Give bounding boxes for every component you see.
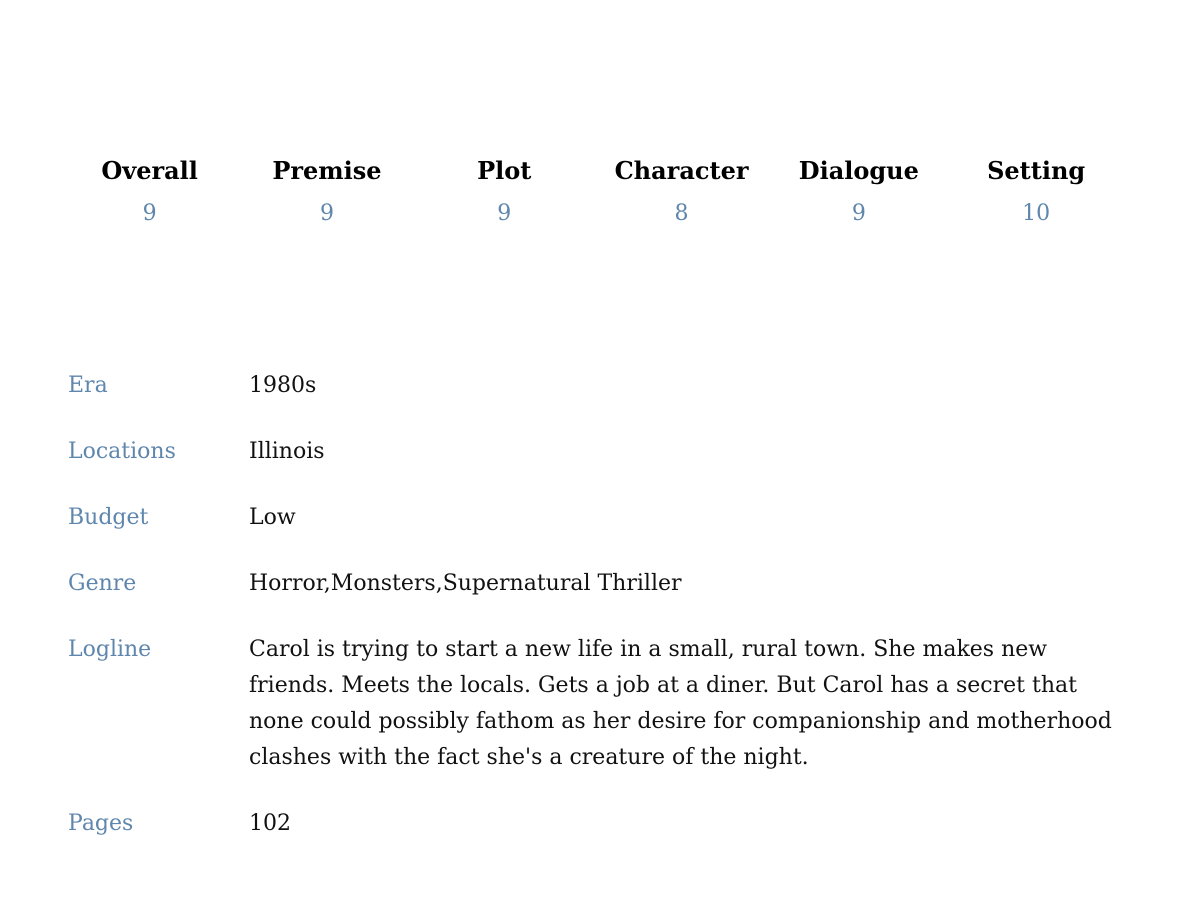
detail-row-era <box>68 368 1138 404</box>
detail-row-locations <box>68 434 1138 470</box>
score-label: Character <box>614 156 749 185</box>
detail-value: 102 <box>249 811 291 836</box>
score-label: Premise <box>272 156 382 185</box>
detail-label: Genre <box>68 571 137 596</box>
score-value: 9 <box>142 201 157 226</box>
score-value: 10 <box>1022 201 1051 226</box>
score-overall <box>61 155 238 229</box>
score-plot <box>416 155 593 229</box>
score-label: Setting <box>987 156 1086 185</box>
score-setting <box>947 155 1124 229</box>
score-value: 9 <box>497 201 512 226</box>
detail-label: Era <box>68 373 108 398</box>
detail-value: Illinois <box>249 439 325 464</box>
score-label: Overall <box>101 156 198 185</box>
score-value: 9 <box>851 201 866 226</box>
detail-value: 1980s <box>249 373 317 398</box>
score-summary <box>61 155 1125 229</box>
score-character <box>593 155 770 229</box>
score-label: Plot <box>477 156 532 185</box>
detail-value: Horror,Monsters,Supernatural Thriller <box>249 571 682 596</box>
score-premise <box>238 155 415 229</box>
detail-value: Low <box>249 505 296 530</box>
logline-text: Carol is trying to start a new life in a small, rural town. She makes new friends. Meets the locals. Gets a job at a diner. But Carol has a secret that none could possibly fathom as her desire for companionship and motherhood clashes with the fact she's a creature of the night. <box>249 637 1112 770</box>
detail-row-pages <box>68 806 1138 842</box>
detail-row-logline <box>68 632 1138 776</box>
score-dialogue <box>770 155 947 229</box>
detail-label: Budget <box>68 505 149 530</box>
detail-label: Locations <box>68 439 176 464</box>
detail-label: Pages <box>68 811 134 836</box>
score-label: Dialogue <box>798 156 919 185</box>
score-value: 8 <box>674 201 689 226</box>
score-value: 9 <box>319 201 334 226</box>
script-details <box>68 368 1138 872</box>
detail-label: Logline <box>68 637 152 662</box>
detail-row-genre <box>68 566 1138 602</box>
detail-row-budget <box>68 500 1138 536</box>
